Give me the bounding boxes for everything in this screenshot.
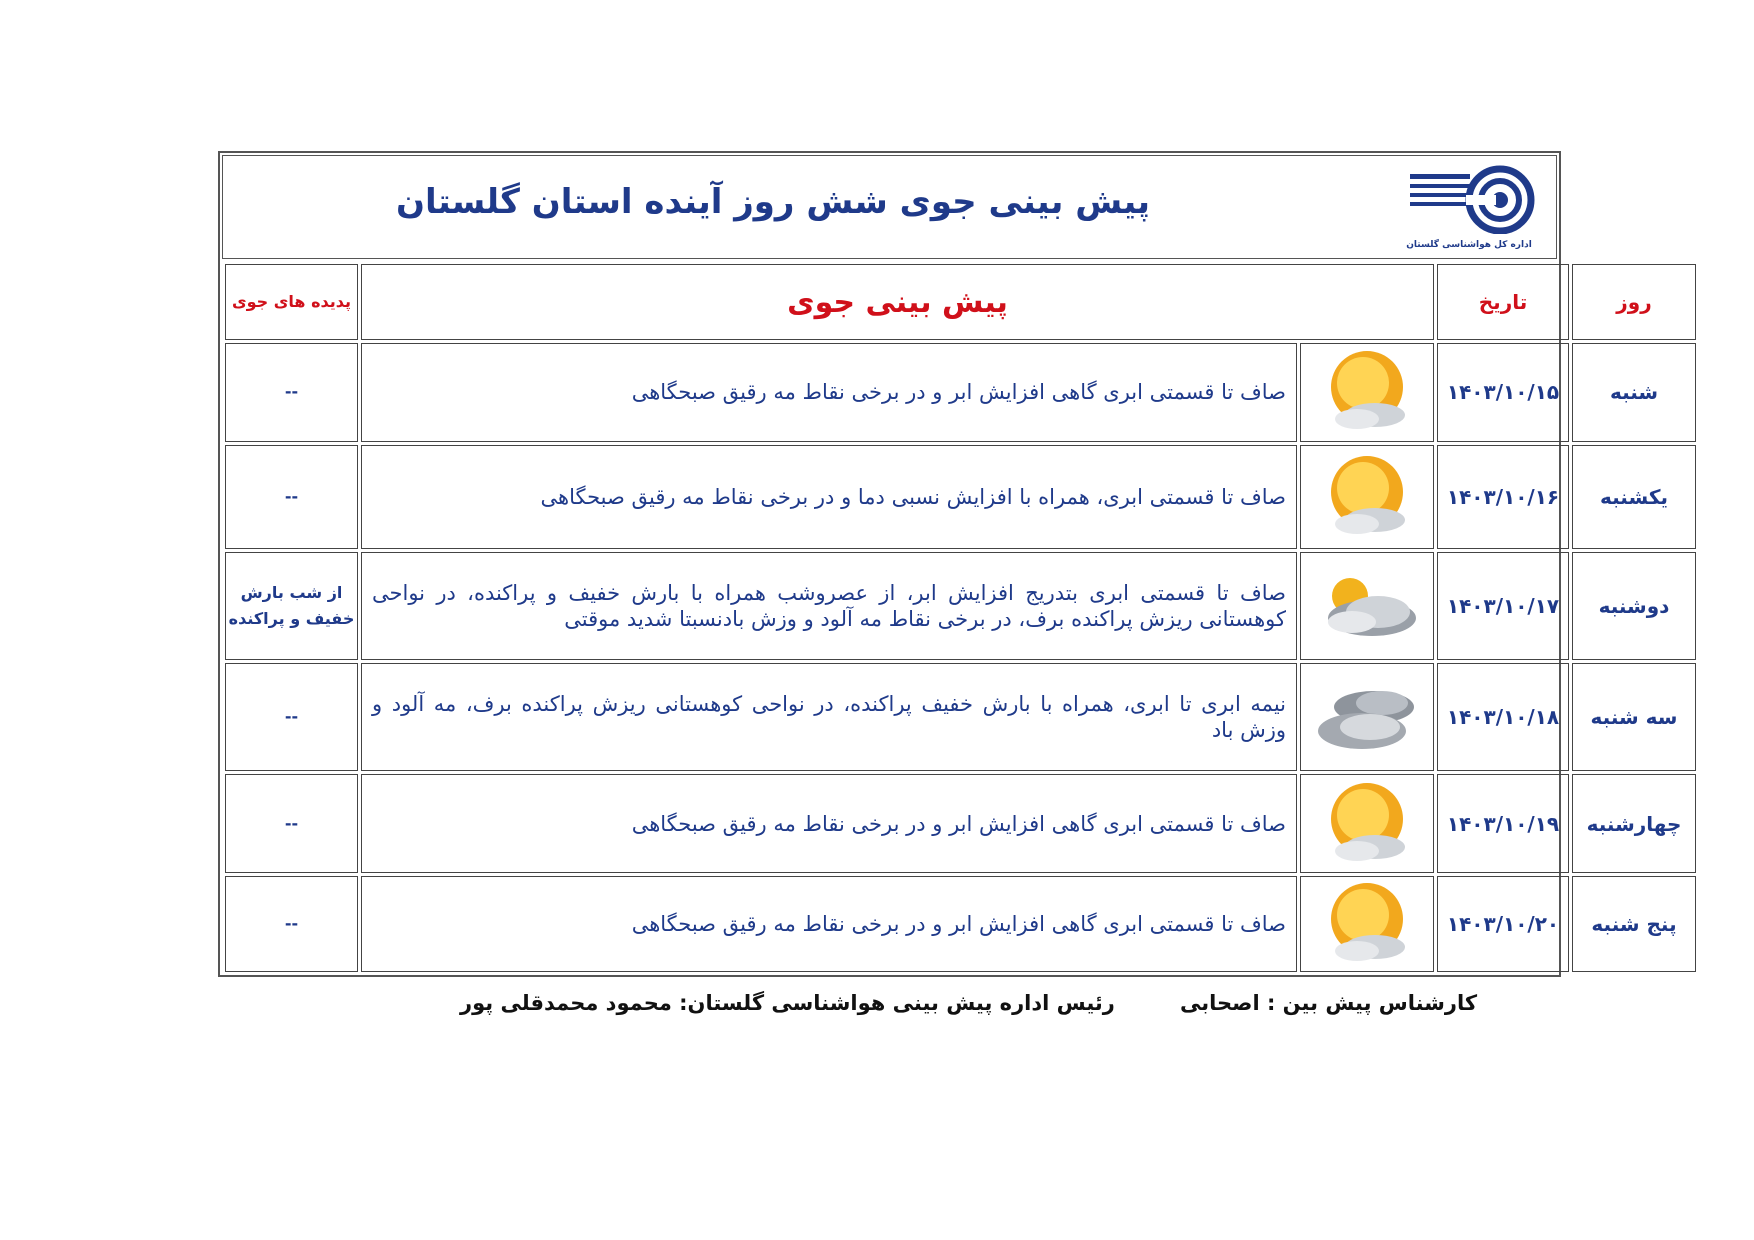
forecast-cell: صاف تا قسمتی ابری بتدریج افزایش ابر، از عصروشب همراه با بارش خفیف و پراکنده، در نواحی کوهستانی ریزش پراکنده برف، در برخی نقاط مه آلود و وزش بادنسبتا شدید موقتی bbox=[361, 552, 1297, 660]
phenomena-cell: -- bbox=[225, 343, 358, 441]
phenomena-cell: -- bbox=[225, 774, 358, 872]
forecast-table bbox=[222, 261, 1699, 975]
forecaster-signature: کارشناس پیش بین : اصحابی bbox=[1180, 991, 1478, 1015]
phenomena-cell: -- bbox=[225, 445, 358, 549]
date-cell: ۱۴۰۳/۱۰/۱۵ bbox=[1437, 343, 1569, 441]
cloudy-icon bbox=[1300, 663, 1434, 771]
day-cell: سه شنبه bbox=[1572, 663, 1696, 771]
day-cell: شنبه bbox=[1572, 343, 1696, 441]
forecast-cell: نیمه ابری تا ابری، همراه با بارش خفیف پراکنده، در نواحی کوهستانی ریزش پراکنده برف، مه آلود و وزش باد bbox=[361, 663, 1297, 771]
sun-cloud-icon bbox=[1300, 774, 1434, 872]
date-cell: ۱۴۰۳/۱۰/۱۶ bbox=[1437, 445, 1569, 549]
date-cell: ۱۴۰۳/۱۰/۲۰ bbox=[1437, 876, 1569, 972]
day-cell: پنج شنبه bbox=[1572, 876, 1696, 972]
table-row bbox=[225, 876, 1696, 972]
table-header-row bbox=[225, 264, 1696, 340]
table-row bbox=[225, 552, 1696, 660]
date-cell: ۱۴۰۳/۱۰/۱۸ bbox=[1437, 663, 1569, 771]
date-cell: ۱۴۰۳/۱۰/۱۷ bbox=[1437, 552, 1569, 660]
date-header: تاریخ bbox=[1437, 264, 1569, 340]
phenomena-header: پدیده های جوی bbox=[225, 264, 358, 340]
table-row bbox=[225, 445, 1696, 549]
sun-cloud-icon bbox=[1300, 876, 1434, 972]
phenomena-cell: از شب بارش خفیف و پراکنده bbox=[225, 552, 358, 660]
forecast-cell: صاف تا قسمتی ابری، همراه با افزایش نسبی دما و در برخی نقاط مه رقیق صبحگاهی bbox=[361, 445, 1297, 549]
date-cell: ۱۴۰۳/۱۰/۱۹ bbox=[1437, 774, 1569, 872]
table-row bbox=[225, 774, 1696, 872]
logo-caption: اداره کل هواشناسی گلستان bbox=[1406, 240, 1532, 250]
phenomena-cell: -- bbox=[225, 876, 358, 972]
forecast-cell: صاف تا قسمتی ابری گاهی افزایش ابر و در برخی نقاط مه رقیق صبحگاهی bbox=[361, 343, 1297, 441]
day-header: روز bbox=[1572, 264, 1696, 340]
day-cell: یکشنبه bbox=[1572, 445, 1696, 549]
phenomena-cell: -- bbox=[225, 663, 358, 771]
table-row bbox=[225, 663, 1696, 771]
forecast-sheet bbox=[218, 151, 1682, 977]
forecast-cell: صاف تا قسمتی ابری گاهی افزایش ابر و در برخی نقاط مه رقیق صبحگاهی bbox=[361, 774, 1297, 872]
page-title: پیش بینی جوی شش روز آینده استان گلستان bbox=[396, 182, 1150, 222]
department-head-signature: رئیس اداره پیش بینی هواشناسی گلستان: محمود محمدقلی پور bbox=[460, 991, 1115, 1015]
header-box bbox=[222, 155, 1557, 259]
table-row bbox=[225, 343, 1696, 441]
day-cell: دوشنبه bbox=[1572, 552, 1696, 660]
footer bbox=[0, 985, 1754, 1025]
sun-cloud-icon bbox=[1300, 343, 1434, 441]
irimo-logo-icon bbox=[1396, 162, 1546, 252]
forecast-cell: صاف تا قسمتی ابری گاهی افزایش ابر و در برخی نقاط مه رقیق صبحگاهی bbox=[361, 876, 1297, 972]
sun-cloud-icon bbox=[1300, 445, 1434, 549]
cloud-sun-icon bbox=[1300, 552, 1434, 660]
forecast-header: پیش بینی جوی bbox=[361, 264, 1434, 340]
day-cell: چهارشنبه bbox=[1572, 774, 1696, 872]
